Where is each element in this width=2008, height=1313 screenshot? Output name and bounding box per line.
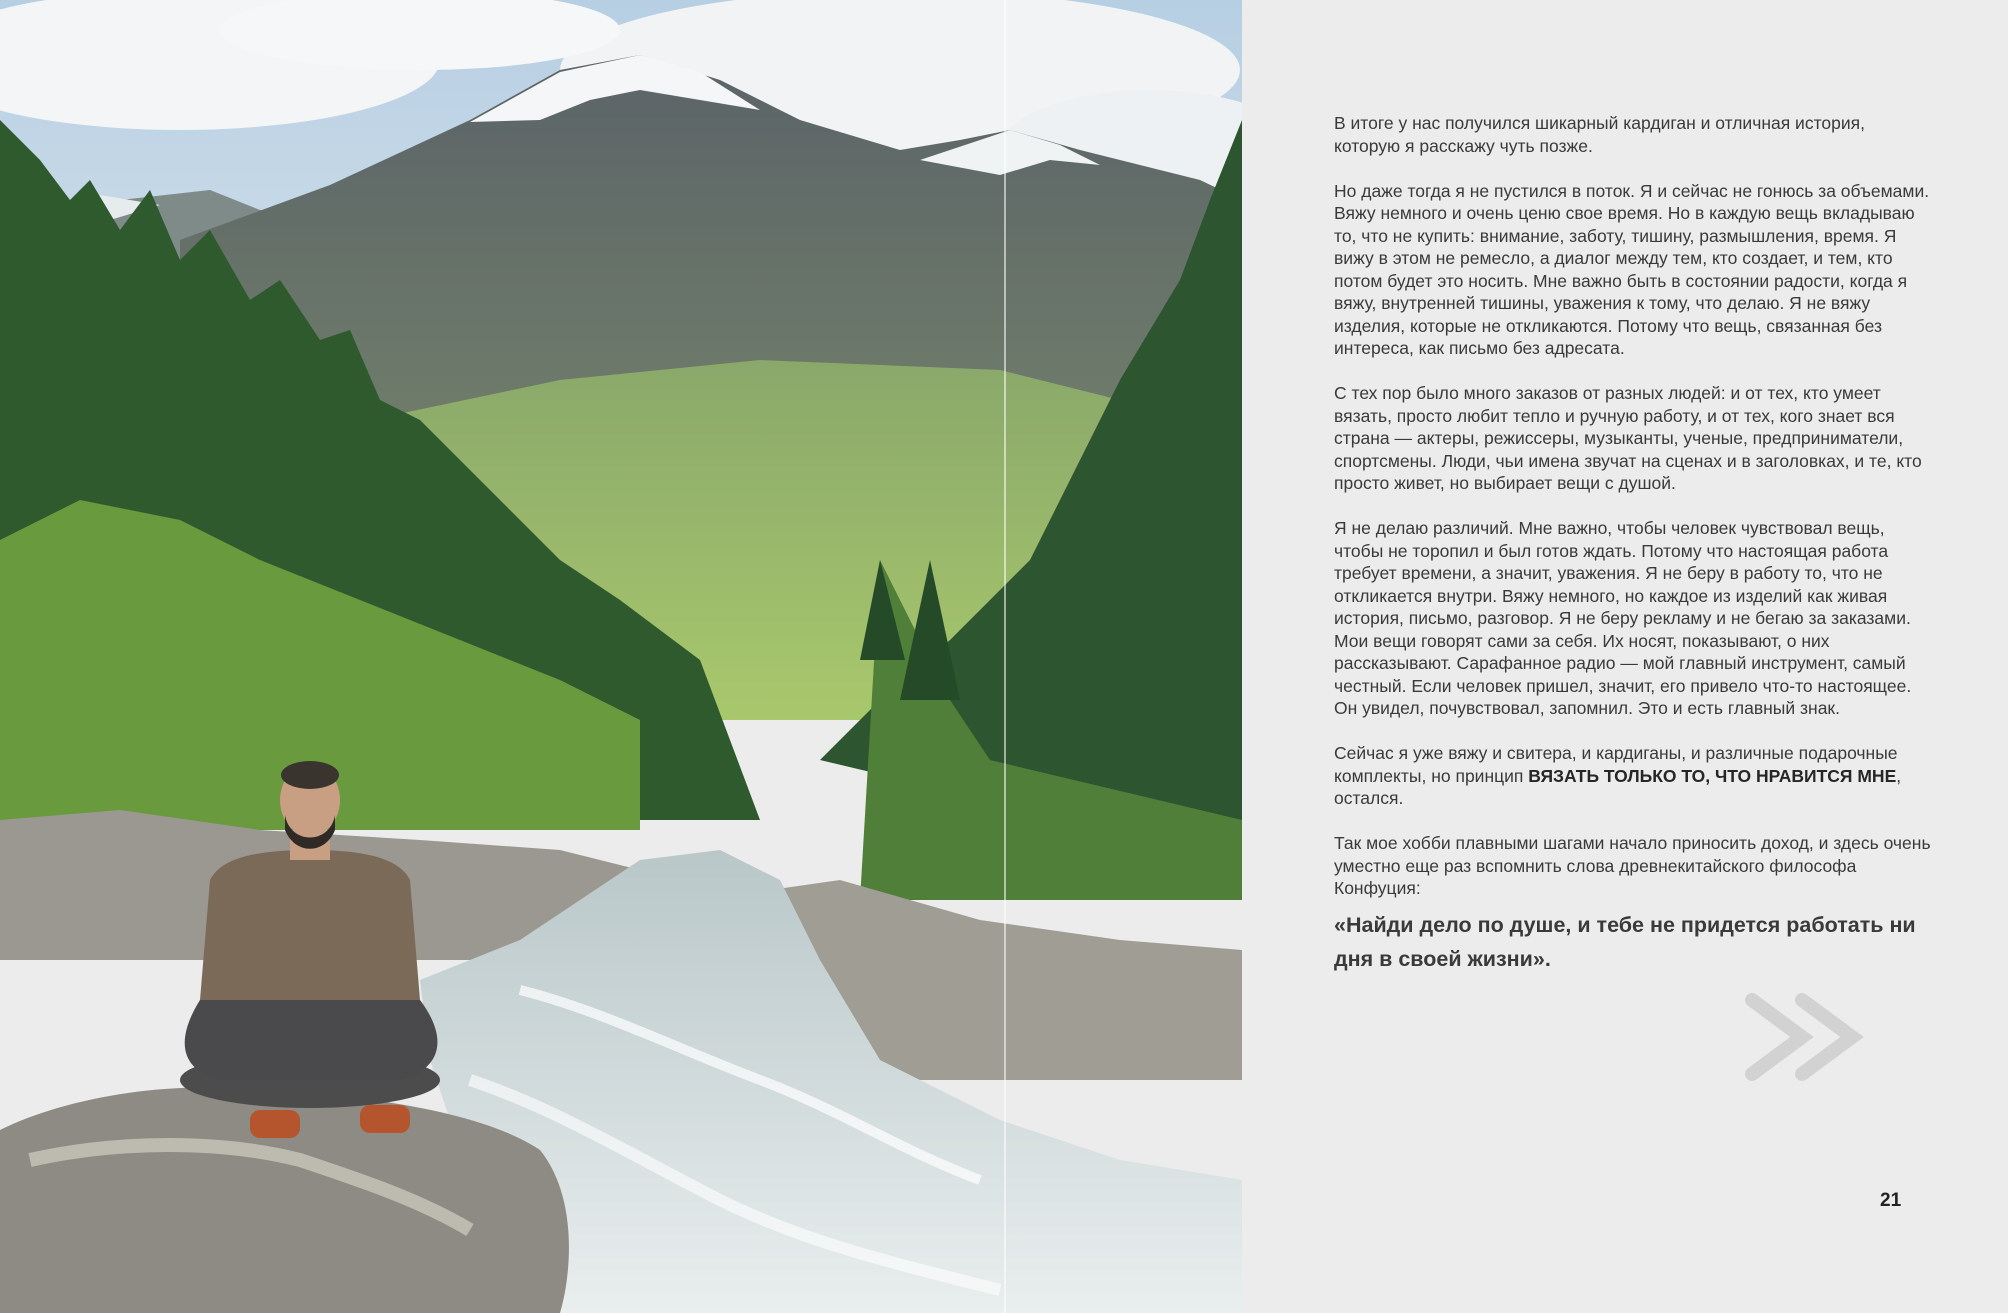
double-chevron-icon: [1742, 992, 1882, 1082]
paragraph-5: [1334, 742, 1934, 810]
paragraph-6: Так мое хобби плавными шагами начало приносить доход, и здесь очень уместно еще раз вспомнить слова древнекитайского философа Конфуция:: [1334, 833, 1931, 898]
principle-emphasis: ВЯЗАТЬ ТОЛЬКО ТО, ЧТО НРАВИТСЯ МНЕ: [1528, 765, 1897, 786]
page-number: 21: [1880, 1190, 1902, 1211]
confucius-quote: «Найди дело по душе, и тебе не придется работать ни дня в своей жизни».: [1334, 912, 1916, 971]
paragraph-5-end: , остался.: [1334, 765, 1902, 808]
text-page: [1242, 0, 2008, 1313]
paragraph-2: Но даже тогда я не пустился в поток. Я и сейчас не гонюсь за объемами. Вяжу немного и очень ценю свое время. Но в каждую вещь вкладываю то, что не купить: внимание, заботу, тишину, размышления, время. Я вижу в этом не ремесло, а диалог между тем, кто создает, и тем, кто потом будет это носить. Мне важно быть в состоянии радости, когда я вяжу, внутренней тишины, уважения к тому, что делаю. Я не вяжу изделия, которые не откликаются. Потому что вещь, связанная без интереса, как письмо без адресата.: [1334, 180, 1930, 358]
paragraph-1: В итоге у нас получился шикарный кардиган и отличная история, которую я расскажу чуть позже.: [1334, 113, 1865, 156]
spread-fold-line: [1004, 0, 1006, 1313]
paragraph-4: Я не делаю различий. Мне важно, чтобы человек чувствовал вещь, чтобы не торопил и был готов ждать. Потому что настоящая работа требует времени, а значит, уважения. Я не беру в работу то, что не откликается внутри. Вяжу немного, но каждое из изделий как живая история, письмо, разговор. Я не беру рекламу и не бегаю за заказами. Мои вещи говорят сами за себя. Их носят, показывают, о них рассказывают. Сарафанное радио — мой главный инструмент, самый честный. Если человек пришел, значит, его привело что-то настоящее. Он увидел, почувствовал, запомнил. Это и есть главный знак.: [1334, 518, 1912, 718]
paragraph-5-text: Сейчас я уже вяжу и свитера, и кардиганы, и различные подарочные комплекты, но принцип: [1334, 743, 1898, 786]
article-body: [1334, 112, 1934, 976]
paragraph-3: С тех пор было много заказов от разных людей: и от тех, кто умеет вязать, просто любит тепло и ручную работу, и от тех, кого знает вся страна — актеры, режиссеры, музыканты, ученые, предприниматели, спортсмены. Люди, чьи имена звучат на сценах и в заголовках, и те, кто просто живет, но выбирает вещи с душой.: [1334, 383, 1922, 493]
